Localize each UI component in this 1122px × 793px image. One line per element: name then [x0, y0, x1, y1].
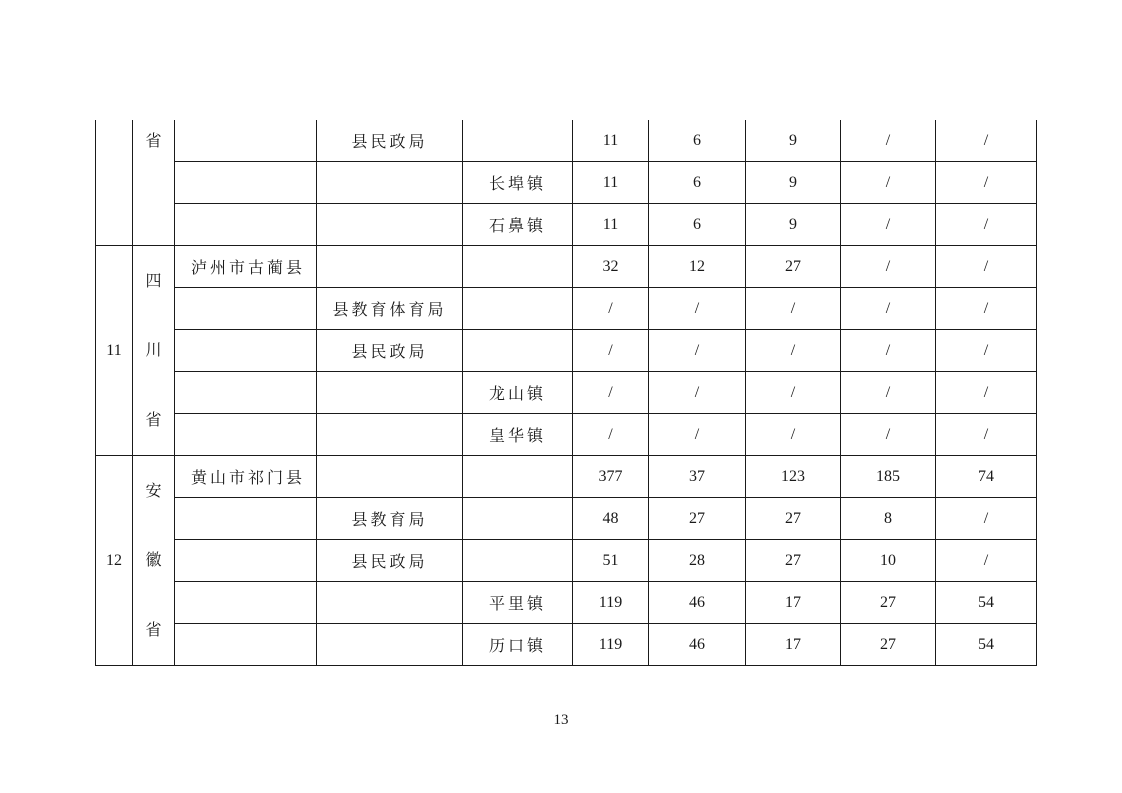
county-cell: [175, 540, 317, 582]
province-char: 省: [145, 131, 162, 150]
value-cell: 119: [573, 624, 649, 666]
department-cell: 县民政局: [317, 120, 463, 162]
value-cell: /: [841, 162, 936, 204]
table-row: [96, 204, 1037, 246]
value-cell: 46: [649, 624, 746, 666]
value-cell: /: [936, 246, 1037, 288]
value-cell: /: [841, 204, 936, 246]
value-cell: 17: [746, 624, 841, 666]
value-cell: /: [841, 246, 936, 288]
value-cell: /: [936, 498, 1037, 540]
value-cell: 11: [573, 162, 649, 204]
value-cell: /: [841, 414, 936, 456]
department-cell: [317, 204, 463, 246]
value-cell: 12: [649, 246, 746, 288]
value-cell: 10: [841, 540, 936, 582]
province-cell: [133, 456, 175, 666]
table-row: [96, 330, 1037, 372]
value-cell: /: [649, 414, 746, 456]
town-cell: [463, 120, 573, 162]
town-cell: 历口镇: [463, 624, 573, 666]
province-char: 省: [145, 620, 162, 640]
value-cell: 27: [841, 624, 936, 666]
value-cell: /: [746, 414, 841, 456]
value-cell: /: [936, 162, 1037, 204]
province-char: 安: [145, 480, 162, 500]
department-cell: [317, 414, 463, 456]
town-cell: [463, 498, 573, 540]
value-cell: /: [573, 372, 649, 414]
county-cell: [175, 288, 317, 330]
department-cell: 县教育局: [317, 498, 463, 540]
value-cell: 9: [746, 204, 841, 246]
value-cell: /: [573, 414, 649, 456]
province-char: 省: [145, 410, 162, 430]
value-cell: 11: [573, 204, 649, 246]
town-cell: [463, 246, 573, 288]
value-cell: 46: [649, 582, 746, 624]
department-cell: [317, 624, 463, 666]
table-row: [96, 582, 1037, 624]
group-number-cell: 12: [96, 456, 133, 666]
value-cell: 377: [573, 456, 649, 498]
county-cell: [175, 162, 317, 204]
value-cell: /: [649, 372, 746, 414]
value-cell: /: [936, 414, 1037, 456]
table-row: [96, 162, 1037, 204]
value-cell: 8: [841, 498, 936, 540]
province-char: 四: [145, 270, 162, 290]
value-cell: 27: [649, 498, 746, 540]
value-cell: /: [936, 120, 1037, 162]
department-cell: [317, 246, 463, 288]
value-cell: /: [936, 288, 1037, 330]
value-cell: /: [649, 288, 746, 330]
value-cell: /: [841, 120, 936, 162]
value-cell: 27: [841, 582, 936, 624]
group-number-cell: [96, 120, 133, 246]
department-cell: [317, 162, 463, 204]
value-cell: /: [746, 288, 841, 330]
table-row: [96, 456, 1037, 498]
value-cell: /: [936, 540, 1037, 582]
town-cell: 平里镇: [463, 582, 573, 624]
value-cell: 9: [746, 162, 841, 204]
value-cell: 28: [649, 540, 746, 582]
table-row: [96, 624, 1037, 666]
department-cell: [317, 372, 463, 414]
page-number: 13: [553, 712, 569, 728]
province-char: 川: [145, 340, 162, 360]
county-cell: [175, 204, 317, 246]
table-row: [96, 246, 1037, 288]
province-cell: [133, 120, 175, 246]
department-cell: [317, 582, 463, 624]
town-cell: 长埠镇: [463, 162, 573, 204]
county-cell: [175, 414, 317, 456]
value-cell: 51: [573, 540, 649, 582]
data-table: [95, 120, 1037, 666]
value-cell: /: [649, 330, 746, 372]
value-cell: 11: [573, 120, 649, 162]
value-cell: 6: [649, 204, 746, 246]
department-cell: [317, 456, 463, 498]
county-cell: [175, 498, 317, 540]
value-cell: 54: [936, 624, 1037, 666]
value-cell: /: [936, 204, 1037, 246]
value-cell: 27: [746, 540, 841, 582]
table-row: [96, 372, 1037, 414]
town-cell: [463, 288, 573, 330]
town-cell: 龙山镇: [463, 372, 573, 414]
department-cell: 县民政局: [317, 330, 463, 372]
department-cell: 县民政局: [317, 540, 463, 582]
value-cell: 119: [573, 582, 649, 624]
value-cell: /: [746, 330, 841, 372]
county-cell: 黄山市祁门县: [175, 456, 317, 498]
county-cell: [175, 120, 317, 162]
value-cell: /: [841, 330, 936, 372]
town-cell: 石鼻镇: [463, 204, 573, 246]
group-number-cell: 11: [96, 246, 133, 456]
value-cell: /: [841, 372, 936, 414]
value-cell: 9: [746, 120, 841, 162]
value-cell: 123: [746, 456, 841, 498]
province-char: 徽: [145, 550, 162, 570]
table-row: [96, 414, 1037, 456]
table-row: [96, 120, 1037, 162]
value-cell: 6: [649, 120, 746, 162]
value-cell: 54: [936, 582, 1037, 624]
value-cell: 6: [649, 162, 746, 204]
value-cell: /: [936, 330, 1037, 372]
value-cell: 37: [649, 456, 746, 498]
town-cell: [463, 456, 573, 498]
value-cell: 185: [841, 456, 936, 498]
province-cell: [133, 246, 175, 456]
table-row: [96, 288, 1037, 330]
value-cell: 48: [573, 498, 649, 540]
value-cell: /: [936, 372, 1037, 414]
county-cell: [175, 330, 317, 372]
value-cell: 27: [746, 246, 841, 288]
county-cell: [175, 372, 317, 414]
value-cell: 17: [746, 582, 841, 624]
town-cell: [463, 330, 573, 372]
value-cell: 74: [936, 456, 1037, 498]
county-cell: [175, 624, 317, 666]
department-cell: 县教育体育局: [317, 288, 463, 330]
value-cell: /: [573, 288, 649, 330]
value-cell: 32: [573, 246, 649, 288]
value-cell: /: [573, 330, 649, 372]
value-cell: 27: [746, 498, 841, 540]
town-cell: 皇华镇: [463, 414, 573, 456]
table-row: [96, 540, 1037, 582]
value-cell: /: [746, 372, 841, 414]
county-cell: 泸州市古蔺县: [175, 246, 317, 288]
value-cell: /: [841, 288, 936, 330]
table-row: [96, 498, 1037, 540]
county-cell: [175, 582, 317, 624]
town-cell: [463, 540, 573, 582]
